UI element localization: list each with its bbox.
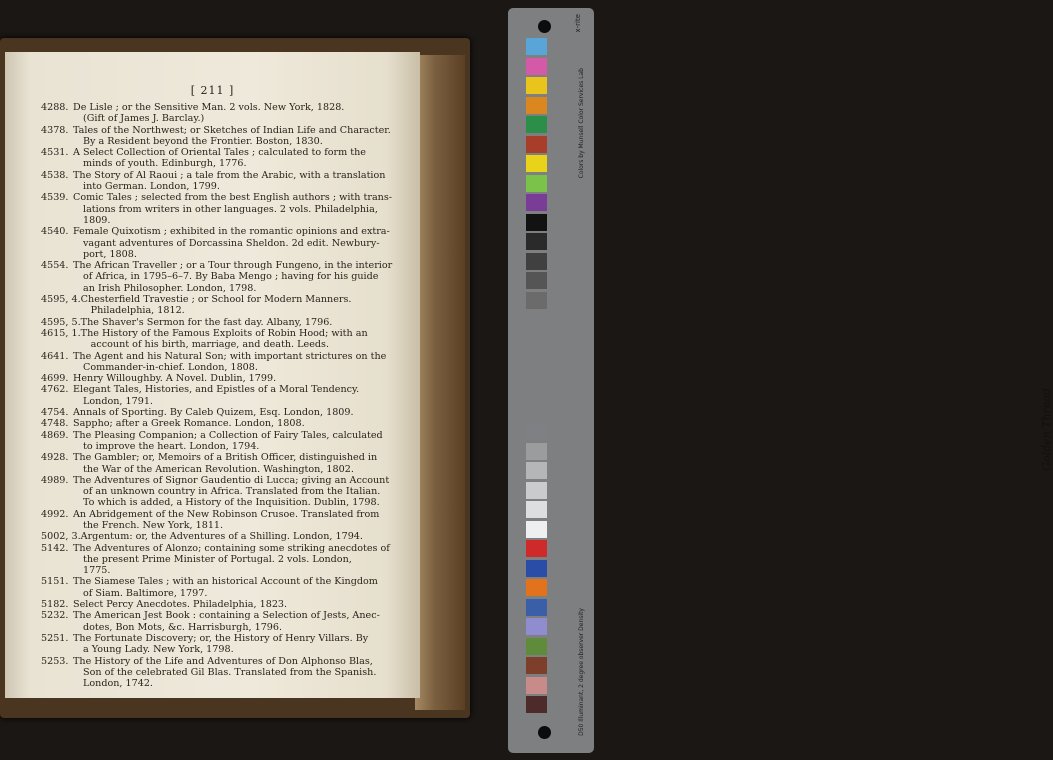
entry-line: Philadelphia, 1812.	[90, 305, 185, 317]
entry-line: An Abridgement of the New Robinson Crusoe. Translated from	[73, 508, 380, 520]
entry-number: 5251.	[41, 632, 69, 644]
entry-number: 4641.	[41, 350, 69, 362]
entry-number: 4762.	[41, 384, 69, 396]
entry-text	[81, 531, 395, 542]
catalogue-entry	[41, 170, 395, 193]
entry-number: 4531.	[41, 147, 69, 159]
catalogue-entry	[41, 373, 395, 384]
entry-text	[73, 430, 395, 453]
entry-line: dotes, Bon Mots, &c. Harrisburgh, 1796.	[83, 621, 283, 633]
entry-text	[81, 328, 395, 351]
page-number: [ 211 ]	[190, 84, 235, 97]
entry-number: 4989.	[41, 474, 69, 486]
entry-number: 5232.	[41, 610, 69, 622]
color-chip	[526, 97, 547, 114]
catalogue-entry	[41, 509, 395, 532]
color-chip	[526, 560, 547, 577]
entry-text	[73, 599, 395, 610]
entry-line: to improve the heart. London, 1794.	[83, 440, 260, 452]
color-chip	[526, 194, 547, 211]
entry-line: Annals of Sporting. By Caleb Quizem, Esq. London, 1809.	[73, 407, 354, 419]
entry-line: Sappho; after a Greek Romance. London, 1808.	[73, 418, 305, 430]
color-chip	[526, 58, 547, 75]
entry-line: 1775.	[83, 565, 111, 577]
entry-number: 4595, 5.	[41, 316, 81, 328]
color-chip	[526, 482, 547, 499]
entry-number: 4554.	[41, 260, 69, 272]
entry-text	[81, 317, 395, 328]
entry-line: A Select Collection of Oriental Tales ; calculated to form the	[73, 147, 366, 159]
catalogue-entry	[41, 328, 395, 351]
entry-line: London, 1791.	[83, 395, 153, 407]
entry-line: The American Jest Book : containing a Selection of Jests, Anec-	[73, 610, 380, 622]
catalogue-entry	[41, 102, 395, 125]
catalogue-entry	[41, 384, 395, 407]
color-chip	[526, 501, 547, 518]
entry-number: 4928.	[41, 452, 69, 464]
catalogue-entry	[41, 531, 395, 542]
catalogue-entry	[41, 656, 395, 690]
entry-line: The Pleasing Companion; a Collection of Fairy Tales, calculated	[73, 429, 383, 441]
entry-number: 5253.	[41, 655, 69, 667]
catalogue-entry	[41, 192, 395, 226]
entry-text	[73, 384, 395, 407]
entry-line: To which is added, a History of the Inquisition. Dublin, 1798.	[83, 497, 380, 509]
entry-line: Chesterfield Travestie ; or School for Modern Manners.	[80, 294, 352, 306]
entry-number: 4699.	[41, 373, 69, 385]
book-page	[5, 52, 420, 698]
catalogue-entry	[41, 260, 395, 294]
entry-text	[73, 192, 395, 226]
catalogue-entry	[41, 351, 395, 374]
color-chip	[526, 599, 547, 616]
color-chip	[526, 38, 547, 55]
color-chip	[526, 253, 547, 270]
entry-line: the War of the American Revolution. Washington, 1802.	[83, 463, 354, 475]
entry-text	[73, 576, 395, 599]
entry-line: 1809.	[83, 214, 111, 226]
color-chip	[526, 175, 547, 192]
entry-line: The Agent and his Natural Son; with important strictures on the	[73, 350, 387, 362]
entry-line: (Gift of James J. Barclay.)	[83, 113, 205, 125]
entry-text	[73, 351, 395, 374]
entry-line: The History of the Life and Adventures of Don Alphonso Blas,	[73, 655, 373, 667]
entry-number: 4288.	[41, 102, 69, 113]
entry-line: account of his birth, marriage, and death. Leeds.	[90, 339, 329, 351]
catalogue-entry	[41, 430, 395, 453]
color-chip	[526, 423, 547, 440]
entry-line: By a Resident beyond the Frontier. Boston, 1830.	[83, 135, 323, 147]
color-chip	[526, 540, 547, 557]
entry-number: 4869.	[41, 429, 69, 441]
entry-number: 4539.	[41, 192, 69, 204]
entry-line: an Irish Philosopher. London, 1798.	[83, 282, 257, 294]
catalogue-entry	[41, 294, 395, 317]
entry-number: 5151.	[41, 576, 69, 588]
entry-number: 4748.	[41, 418, 69, 430]
entry-line: The Adventures of Alonzo; containing some striking anecdotes of	[73, 542, 390, 554]
entry-line: a Young Lady. New York, 1798.	[83, 644, 234, 656]
catalogue-entry	[41, 147, 395, 170]
catalogue-entry	[41, 633, 395, 656]
catalogue-entry	[41, 610, 395, 633]
catalogue-entry	[41, 599, 395, 610]
entry-text	[73, 633, 395, 656]
entry-text	[81, 294, 395, 317]
entry-line: port, 1808.	[83, 248, 137, 260]
entry-text	[73, 475, 395, 509]
entry-line: of Africa, in 1795–6–7. By Baba Mengo ; having for his guide	[83, 271, 379, 283]
entry-line: The Adventures of Signor Gaudentio di Lucca; giving an Account	[73, 474, 390, 486]
entry-number: 4754.	[41, 407, 69, 419]
entry-text	[73, 125, 395, 148]
entry-line: Select Percy Anecdotes. Philadelphia, 1823.	[73, 599, 288, 611]
entry-number: 4538.	[41, 169, 69, 181]
entry-line: The African Traveller ; or a Tour through Fungeno, in the interior	[73, 260, 393, 272]
color-chip	[526, 272, 547, 289]
entry-line: minds of youth. Edinburgh, 1776.	[83, 158, 247, 170]
entry-number: 5182.	[41, 599, 69, 611]
color-target-caption: Colors by Munsell Color Services Lab	[578, 68, 585, 179]
catalogue-entry	[41, 418, 395, 429]
entry-line: The Gambler; or, Memoirs of a British Officer, distinguished in	[73, 452, 378, 464]
entry-text	[73, 226, 395, 260]
catalogue-entry	[41, 317, 395, 328]
entry-text	[73, 418, 395, 429]
ruler-hole-top	[538, 20, 551, 33]
catalogue-entry	[41, 452, 395, 475]
entry-line: Commander-in-chief. London, 1808.	[83, 361, 258, 373]
entry-number: 5002, 3.	[41, 531, 81, 543]
entry-line: Tales of the Northwest; or Sketches of Indian Life and Character.	[73, 124, 391, 136]
entry-line: vagant adventures of Dorcassina Sheldon. 2d edit. Newbury-	[83, 237, 380, 249]
catalogue-entry	[41, 407, 395, 418]
page-edges	[415, 55, 465, 710]
entry-text	[73, 610, 395, 633]
entry-line: The Shaver's Sermon for the fast day. Albany, 1796.	[80, 316, 333, 328]
color-target-footer: D50 Illuminant, 2 degree observer Density	[578, 608, 585, 736]
color-chip	[526, 657, 547, 674]
ruler-hole-bottom	[538, 726, 551, 739]
golden-thread-signature: Golden Thread	[1040, 388, 1053, 471]
entry-text	[73, 656, 395, 690]
entry-number: 4378.	[41, 124, 69, 136]
color-chip	[526, 462, 547, 479]
catalogue-entry	[41, 543, 395, 577]
color-chip	[526, 233, 547, 250]
entry-line: Henry Willoughby. A Novel. Dublin, 1799.	[73, 373, 277, 385]
entry-line: The Siamese Tales ; with an historical Account of the Kingdom	[73, 576, 378, 588]
entry-number: 4540.	[41, 226, 69, 238]
entry-text	[73, 509, 395, 532]
color-chip	[526, 292, 547, 309]
entry-line: The Fortunate Discovery; or, the History of Henry Villars. By	[73, 632, 369, 644]
catalogue-entry	[41, 576, 395, 599]
entry-line: of Siam. Baltimore, 1797.	[83, 587, 208, 599]
entry-text	[73, 407, 395, 418]
entry-line: Female Quixotism ; exhibited in the romantic opinions and extra-	[73, 226, 390, 238]
color-chip	[526, 136, 547, 153]
entry-number: 4615, 1.	[41, 327, 81, 339]
catalogue-entry	[41, 125, 395, 148]
entry-text	[73, 543, 395, 577]
entry-text	[73, 373, 395, 384]
entry-line: The Story of Al Raoui ; a tale from the Arabic, with a translation	[73, 169, 386, 181]
entry-line: lations from writers in other languages. 2 vols. Philadelphia,	[83, 203, 378, 215]
entry-text	[73, 102, 395, 125]
catalogue-entry	[41, 226, 395, 260]
color-chip	[526, 214, 547, 231]
entry-number: 4992.	[41, 508, 69, 520]
entry-text	[73, 452, 395, 475]
entry-line: Son of the celebrated Gil Blas. Translated from the Spanish.	[83, 666, 377, 678]
xrite-logo: x-rite	[574, 14, 582, 33]
entry-number: 5142.	[41, 542, 69, 554]
entry-text	[73, 260, 395, 294]
color-chip	[526, 638, 547, 655]
color-chip	[526, 696, 547, 713]
entry-line: Comic Tales ; selected from the best English authors ; with trans-	[73, 192, 393, 204]
color-calibration-target	[508, 8, 1053, 753]
entry-line: London, 1742.	[83, 678, 153, 690]
entry-line: Argentum: or, the Adventures of a Shilling. London, 1794.	[80, 531, 363, 543]
entry-number: 4595, 4.	[41, 294, 81, 306]
color-chip	[526, 116, 547, 133]
entry-text	[73, 147, 395, 170]
entry-line: Elegant Tales, Histories, and Epistles of a Moral Tendency.	[73, 384, 360, 396]
entry-line: The History of the Famous Exploits of Robin Hood; with an	[80, 327, 368, 339]
entry-line: of an unknown country in Africa. Translated from the Italian.	[83, 486, 381, 498]
color-chip	[526, 77, 547, 94]
entry-line: the French. New York, 1811.	[83, 519, 224, 531]
entry-line: into German. London, 1799.	[83, 181, 220, 193]
entry-text	[73, 170, 395, 193]
entry-line: De Lisle ; or the Sensitive Man. 2 vols. New York, 1828.	[73, 102, 345, 113]
color-chip	[526, 521, 547, 538]
entry-line: the present Prime Minister of Portugal. 2 vols. London,	[83, 553, 352, 565]
color-chip	[526, 443, 547, 460]
color-chip	[526, 579, 547, 596]
color-chip	[526, 677, 547, 694]
color-chip	[526, 155, 547, 172]
color-chip	[526, 618, 547, 635]
catalogue-entry	[41, 475, 395, 509]
catalogue-entries	[41, 102, 395, 689]
